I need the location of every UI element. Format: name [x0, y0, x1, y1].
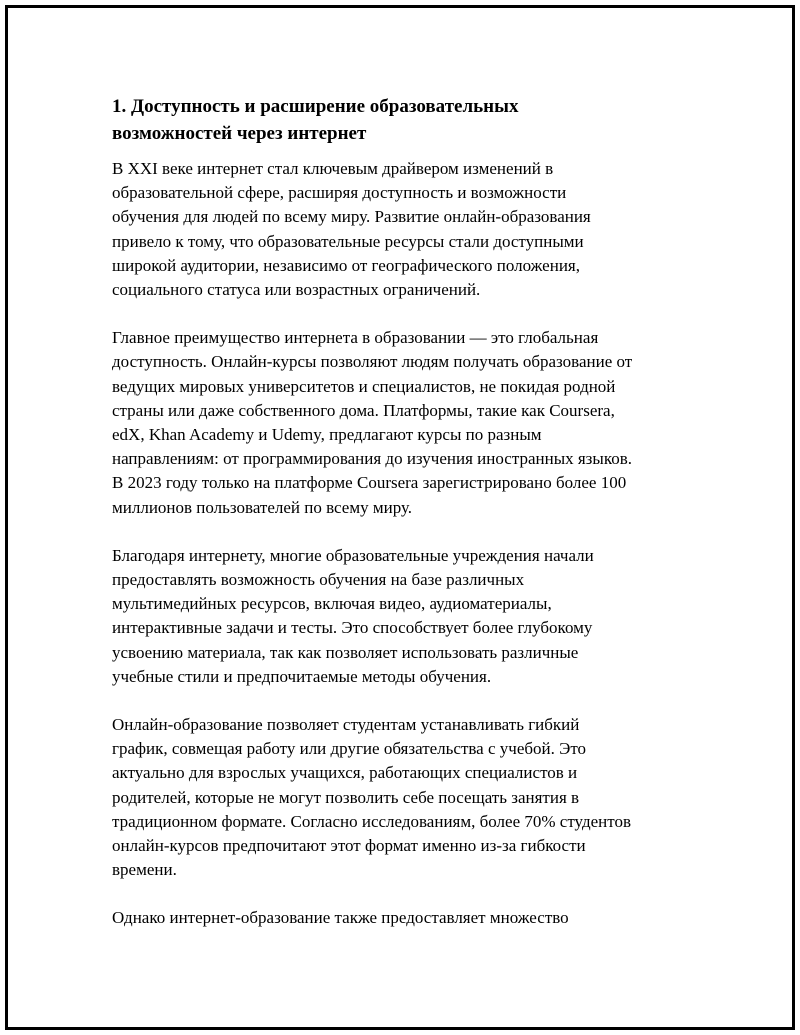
text-line: Онлайн-образование позволяет студентам устанавливать гибкий	[112, 715, 580, 735]
text-line: усвоению материала, так как позволяет использовать различные	[112, 642, 579, 662]
text-line: предоставлять возможность обучения на базе различных	[112, 570, 525, 590]
text-line: edX, Khan Academy и Udemy, предлагают курсы по разным	[112, 425, 542, 445]
paragraph-3	[112, 544, 702, 689]
text-line: социального статуса или возрастных ограничений.	[112, 280, 481, 300]
text-line: мультимедийных ресурсов, включая видео, аудиоматериалы,	[112, 594, 552, 614]
text-line: Главное преимущество интернета в образовании — это глобальная	[112, 328, 599, 348]
text-line: В 2023 году только на платформе Coursera зарегистрировано более 100	[112, 473, 627, 493]
paragraph-4	[112, 713, 702, 882]
section-heading	[112, 93, 702, 147]
text-line: ведущих мировых университетов и специалистов, не покидая родной	[112, 376, 616, 396]
text-line: учебные стили и предпочитаемые методы обучения.	[112, 666, 492, 686]
text-line: доступность. Онлайн-курсы позволяют людям получать образование от	[112, 352, 633, 372]
text-line: времени.	[112, 860, 177, 880]
text-line: Однако интернет-образование также предоставляет множество	[112, 908, 569, 928]
text-line: страны или даже собственного дома. Платформы, такие как Coursera,	[112, 400, 615, 420]
text-line: обучения для людей по всему миру. Развитие онлайн-образования	[112, 207, 591, 227]
document-body	[112, 93, 702, 955]
text-line: традиционном формате. Согласно исследованиям, более 70% студентов	[112, 811, 631, 831]
text-line: привело к тому, что образовательные ресурсы стали доступными	[112, 231, 584, 251]
text-line: родителей, которые не могут позволить себе посещать занятия в	[112, 787, 580, 807]
heading-line: 1. Доступность и расширение образовательных	[112, 96, 519, 117]
text-line: Благодаря интернету, многие образовательные учреждения начали	[112, 545, 594, 565]
text-line: направлениям: от программирования до изучения иностранных языков.	[112, 449, 632, 469]
text-line: график, совмещая работу или другие обязательства с учебой. Это	[112, 739, 587, 759]
text-line: актуально для взрослых учащихся, работающих специалистов и	[112, 763, 578, 783]
paragraph-1	[112, 157, 702, 302]
text-line: онлайн-курсов предпочитают этот формат именно из-за гибкости	[112, 836, 586, 856]
text-line: интерактивные задачи и тесты. Это способствует более глубокому	[112, 618, 593, 638]
text-line: образовательной сфере, расширяя доступность и возможности	[112, 183, 567, 203]
paragraph-2	[112, 326, 702, 520]
text-line: миллионов пользователей по всему миру.	[112, 497, 413, 517]
heading-line: возможностей через интернет	[112, 123, 367, 144]
paragraph-5	[112, 906, 702, 930]
text-line: В XXI веке интернет стал ключевым драйвером изменений в	[112, 159, 554, 178]
text-line: широкой аудитории, независимо от географического положения,	[112, 255, 580, 275]
